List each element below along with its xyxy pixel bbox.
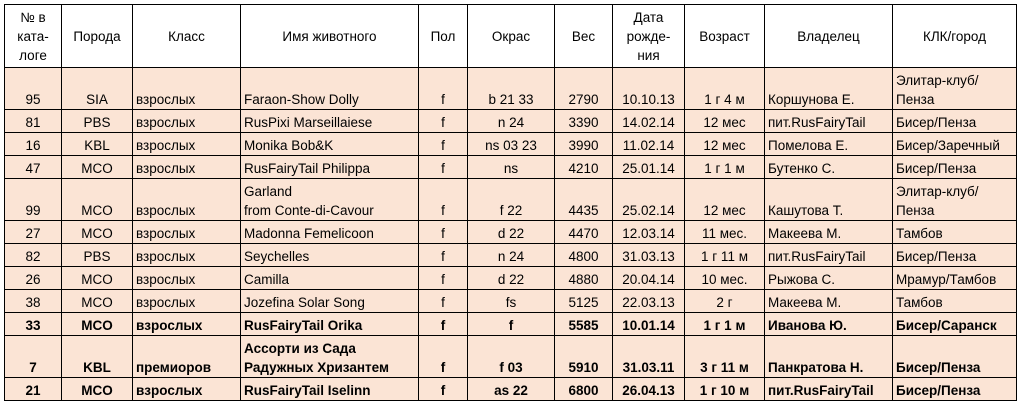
cell-weight: 4800 (555, 244, 613, 267)
cell-age: 12 мес (685, 179, 765, 221)
cell-name: Garland from Conte-di-Cavour (241, 179, 419, 221)
cell-breed: MCO (62, 267, 133, 290)
cell-breed: MCO (62, 156, 133, 179)
cell-weight: 2790 (555, 68, 613, 110)
cell-dob: 26.04.13 (613, 378, 685, 401)
cell-color: f 22 (468, 179, 555, 221)
cell-owner: Коршунова Е. (765, 68, 893, 110)
cell-club: Бисер/Пенза (893, 378, 1017, 401)
cell-age: 1 г 1 м (685, 313, 765, 336)
cell-class: взрослых (133, 313, 241, 336)
catalog-table (4, 4, 1017, 401)
cell-name: RusFairyTail Iselinn (241, 378, 419, 401)
cell-dob: 25.02.14 (613, 179, 685, 221)
cell-dob: 20.04.14 (613, 267, 685, 290)
cell-sex: f (419, 68, 468, 110)
cell-name: RusPixi Marseillaiese (241, 110, 419, 133)
cell-sex: f (419, 267, 468, 290)
cell-owner: Панкратова Н. (765, 336, 893, 378)
table-row (5, 110, 1017, 133)
cell-class: взрослых (133, 244, 241, 267)
cell-color: fs (468, 290, 555, 313)
cell-num: 7 (5, 336, 62, 378)
cell-color: as 22 (468, 378, 555, 401)
cell-name: Monika Bob&K (241, 133, 419, 156)
cell-weight: 5910 (555, 336, 613, 378)
cell-sex: f (419, 156, 468, 179)
header-sex: Пол (419, 5, 468, 68)
cell-sex: f (419, 133, 468, 156)
cell-weight: 4470 (555, 221, 613, 244)
cell-num: 82 (5, 244, 62, 267)
cell-class: взрослых (133, 68, 241, 110)
cell-owner: Помелова Е. (765, 133, 893, 156)
cell-name: Seychelles (241, 244, 419, 267)
cell-breed: MCO (62, 290, 133, 313)
header-name: Имя животного (241, 5, 419, 68)
cell-weight: 5585 (555, 313, 613, 336)
table-row (5, 267, 1017, 290)
cell-num: 27 (5, 221, 62, 244)
cell-num: 99 (5, 179, 62, 221)
cell-breed: MCO (62, 378, 133, 401)
cell-color: ns 03 23 (468, 133, 555, 156)
cell-dob: 10.01.14 (613, 313, 685, 336)
cell-name: RusFairyTail Philippa (241, 156, 419, 179)
cell-age: 12 мес (685, 133, 765, 156)
table-row (5, 68, 1017, 110)
cell-age: 3 г 11 м (685, 336, 765, 378)
cell-color: f (468, 313, 555, 336)
cell-class: взрослых (133, 267, 241, 290)
cell-owner: Иванова Ю. (765, 313, 893, 336)
cell-name: Madonna Femelicoon (241, 221, 419, 244)
cell-class: взрослых (133, 378, 241, 401)
cell-class: премиоров (133, 336, 241, 378)
cell-weight: 3990 (555, 133, 613, 156)
cell-num: 95 (5, 68, 62, 110)
header-weight: Вес (555, 5, 613, 68)
cell-color: d 22 (468, 267, 555, 290)
header-num: № в ката-логе (5, 5, 62, 68)
cell-class: взрослых (133, 110, 241, 133)
cell-breed: MCO (62, 221, 133, 244)
cell-owner: Рыжова С. (765, 267, 893, 290)
header-club: КЛК/город (893, 5, 1017, 68)
cell-name: Faraon-Show Dolly (241, 68, 419, 110)
cell-dob: 12.03.14 (613, 221, 685, 244)
cell-color: n 24 (468, 110, 555, 133)
table-row (5, 133, 1017, 156)
table-row (5, 156, 1017, 179)
cell-num: 21 (5, 378, 62, 401)
cell-age: 12 мес (685, 110, 765, 133)
cell-name: Ассорти из Сада Радужных Хризантем (241, 336, 419, 378)
table-row (5, 336, 1017, 378)
cell-class: взрослых (133, 221, 241, 244)
header-breed: Порода (62, 5, 133, 68)
cell-club: Бисер/Пенза (893, 244, 1017, 267)
cell-age: 10 мес. (685, 267, 765, 290)
cell-club: Элитар-клуб/ Пенза (893, 179, 1017, 221)
header-owner: Владелец (765, 5, 893, 68)
cell-name: Camilla (241, 267, 419, 290)
header-age: Возраст (685, 5, 765, 68)
cell-owner: пит.RusFairyTail (765, 110, 893, 133)
cell-weight: 3390 (555, 110, 613, 133)
cell-num: 38 (5, 290, 62, 313)
cell-color: n 24 (468, 244, 555, 267)
cell-breed: PBS (62, 110, 133, 133)
header-class: Класс (133, 5, 241, 68)
cell-club: Элитар-клуб/ Пенза (893, 68, 1017, 110)
cell-owner: пит.RusFairyTail (765, 244, 893, 267)
cell-class: взрослых (133, 179, 241, 221)
cell-club: Бисер/Заречный (893, 133, 1017, 156)
cell-sex: f (419, 336, 468, 378)
cell-sex: f (419, 221, 468, 244)
cell-club: Тамбов (893, 221, 1017, 244)
table-row (5, 244, 1017, 267)
cell-dob: 31.03.13 (613, 244, 685, 267)
cell-dob: 25.01.14 (613, 156, 685, 179)
cell-dob: 22.03.13 (613, 290, 685, 313)
table-row (5, 290, 1017, 313)
cell-color: b 21 33 (468, 68, 555, 110)
cell-name: Jozefina Solar Song (241, 290, 419, 313)
cell-class: взрослых (133, 156, 241, 179)
cell-owner: Макеева М. (765, 221, 893, 244)
cell-owner: Бутенко С. (765, 156, 893, 179)
header-dob: Дата рожде-ния (613, 5, 685, 68)
cell-weight: 4435 (555, 179, 613, 221)
cell-weight: 4210 (555, 156, 613, 179)
cell-club: Бисер/Пенза (893, 336, 1017, 378)
cell-owner: пит.RusFairyTail (765, 378, 893, 401)
cell-class: взрослых (133, 290, 241, 313)
table-row (5, 179, 1017, 221)
cell-sex: f (419, 290, 468, 313)
cell-num: 16 (5, 133, 62, 156)
cell-name: RusFairyTail Orika (241, 313, 419, 336)
cell-num: 26 (5, 267, 62, 290)
cell-num: 47 (5, 156, 62, 179)
cell-weight: 6800 (555, 378, 613, 401)
cell-sex: f (419, 313, 468, 336)
header-color: Окрас (468, 5, 555, 68)
cell-sex: f (419, 244, 468, 267)
cell-color: ns (468, 156, 555, 179)
cell-breed: MCO (62, 313, 133, 336)
cell-owner: Макеева М. (765, 290, 893, 313)
cell-age: 1 г 11 м (685, 244, 765, 267)
cell-num: 33 (5, 313, 62, 336)
cell-class: взрослых (133, 133, 241, 156)
cell-club: Бисер/Пенза (893, 156, 1017, 179)
cell-club: Бисер/Пенза (893, 110, 1017, 133)
cell-age: 1 г 1 м (685, 156, 765, 179)
cell-age: 11 мес. (685, 221, 765, 244)
cell-dob: 11.02.14 (613, 133, 685, 156)
cell-club: Бисер/Саранск (893, 313, 1017, 336)
table-row (5, 378, 1017, 401)
header-row (5, 5, 1017, 68)
cell-sex: f (419, 378, 468, 401)
cell-breed: KBL (62, 336, 133, 378)
cell-club: Мрамур/Тамбов (893, 267, 1017, 290)
cell-breed: PBS (62, 244, 133, 267)
cell-num: 81 (5, 110, 62, 133)
cell-club: Тамбов (893, 290, 1017, 313)
cell-color: d 22 (468, 221, 555, 244)
cell-dob: 14.02.14 (613, 110, 685, 133)
cell-age: 1 г 4 м (685, 68, 765, 110)
cell-owner: Кашутова Т. (765, 179, 893, 221)
cell-breed: KBL (62, 133, 133, 156)
cell-weight: 4880 (555, 267, 613, 290)
cell-breed: SIA (62, 68, 133, 110)
cell-age: 1 г 10 м (685, 378, 765, 401)
cell-sex: f (419, 110, 468, 133)
table-row (5, 313, 1017, 336)
cell-dob: 31.03.11 (613, 336, 685, 378)
cell-dob: 10.10.13 (613, 68, 685, 110)
cell-sex: f (419, 179, 468, 221)
cell-weight: 5125 (555, 290, 613, 313)
cell-breed: MCO (62, 179, 133, 221)
cell-color: f 03 (468, 336, 555, 378)
cell-age: 2 г (685, 290, 765, 313)
table-row (5, 221, 1017, 244)
